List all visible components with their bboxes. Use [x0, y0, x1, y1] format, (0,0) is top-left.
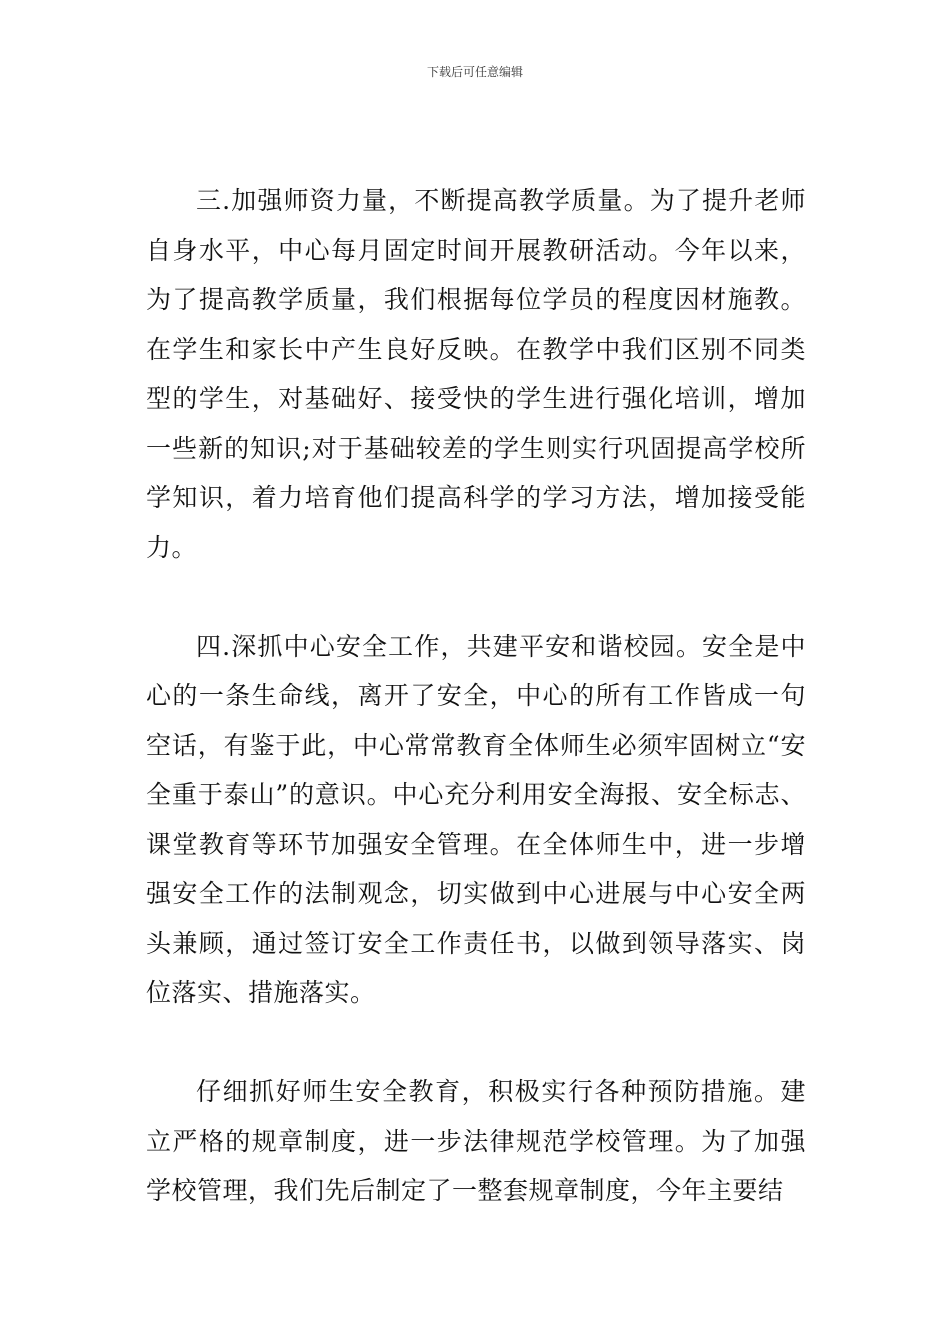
paragraph-teaching-quality: 三.加强师资力量，不断提高教学质量。为了提升老师自身水平，中心每月固定时间开展教研活动。今年以来，为了提高教学质量，我们根据每位学员的程度因材施教。在学生和家长中产生良好反映。在教学中我们区别不同类型的学生，对基础好、接受快的学生进行强化培训，增加一些新的知识;对于基础较差的学生则实行巩固提高学校所学知识，着力培育他们提高科学的学习方法，增加接受能力。: [146, 186, 806, 562]
paragraph-safety-education: 仔细抓好师生安全教育，积极实行各种预防措施。建立严格的规章制度，进一步法律规范学校管理。为了加强学校管理，我们先后制定了一整套规章制度，今年主要结: [146, 1077, 806, 1205]
document-body: [146, 176, 806, 1216]
paragraph-campus-safety: 四.深抓中心安全工作，共建平安和谐校园。安全是中心的一条生命线，离开了安全，中心的所有工作皆成一句空话，有鉴于此，中心常常教育全体师生必须牢固树立“安全重于泰山”的意识。中心充分利用安全海报、安全标志、课堂教育等环节加强安全管理。在全体师生中，进一步增强安全工作的法制观念，切实做到中心进展与中心安全两头兼顾，通过签订安全工作责任书，以做到领导落实、岗位落实、措施落实。: [146, 631, 806, 1007]
page-header: 下载后可任意编辑: [426, 65, 523, 79]
